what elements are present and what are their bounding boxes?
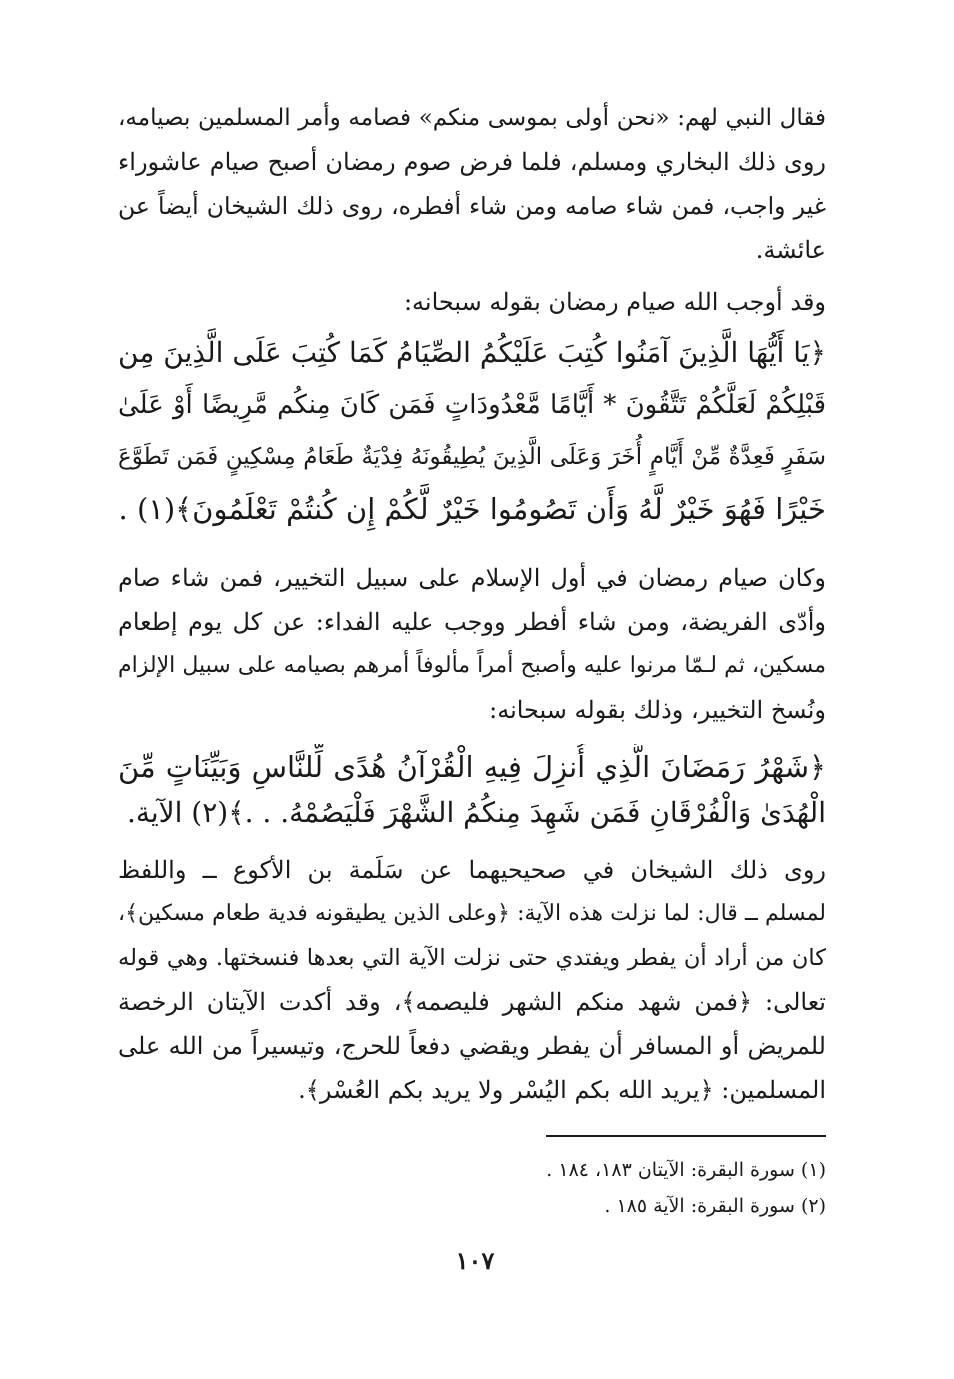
verse-line: خَيْرًا فَهُوَ خَيْرٌ لَّهُ وَأَن تَصُومُوا خَيْرٌ لَّكُمْ إِن كُنتُمْ تَعْلَمُونَ﴾(١) . <box>118 492 826 526</box>
text-line: وكان صيام رمضان في أول الإسلام على سبيل التخيير، فمن شاء صام <box>118 564 826 592</box>
text-line: تعالى: ﴿فمن شهد منكم الشهر فليصمه﴾، وقد أكدت الآيتان الرخصة <box>118 988 826 1016</box>
footnote-divider <box>546 1135 826 1137</box>
paragraph-choice <box>118 556 826 732</box>
footnote-2: (٢) سورة البقرة: الآية ١٨٥ . <box>604 1195 826 1217</box>
text-line: فقال النبي لهم: «نحن أولى بموسى منكم» فصامه وأمر المسلمين بصيامه، <box>118 105 826 131</box>
text-line: روى ذلك البخاري ومسلم، فلما فرض صوم رمضان أصبح صيام عاشوراء <box>118 148 826 176</box>
text-line: المسلمين: ﴿يريد الله بكم اليُسْر ولا يريد بكم العُسْر﴾. <box>298 1076 826 1104</box>
verse-line: قَبْلِكُمْ لَعَلَّكُمْ تَتَّقُونَ * أَيَّامًا مَّعْدُودَاتٍ فَمَن كَانَ مِنكُم مَّرِيضًا أَوْ عَلَىٰ <box>118 390 826 420</box>
text-line: للمريض أو المسافر أن يفطر ويقضي دفعاً للحرج، وتيسيراً من الله على <box>118 1032 826 1060</box>
text-line: ونُسخ التخيير، وذلك بقوله سبحانه: <box>489 696 826 724</box>
text-line: غير واجب، فمن شاء صامه ومن شاء أفطره، روى ذلك الشيخان أيضاً عن <box>118 192 826 220</box>
page-number: ١٠٧ <box>455 1246 495 1275</box>
verse-intro <box>118 282 826 322</box>
text-line: مسكين، ثم لـمّا مرنوا عليه وأصبح أمراً مألوفاً أمرهم بصيامه على سبيل الإلزام <box>118 653 826 678</box>
footnotes <box>520 1152 826 1224</box>
text-line: وقد أوجب الله صيام رمضان بقوله سبحانه: <box>403 288 826 316</box>
verse-line: ﴿يَا أَيُّهَا الَّذِينَ آمَنُوا كُتِبَ عَلَيْكُمُ الصِّيَامُ كَمَا كُتِبَ عَلَى الَّذِينَ مِن <box>118 336 826 369</box>
footnote-1: (١) سورة البقرة: الآيتان ١٨٣، ١٨٤ . <box>546 1159 826 1181</box>
text-line: وأدّى الفريضة، ومن شاء أفطر ووجب عليه الفداء: عن كل يوم إطعام <box>118 608 826 636</box>
quran-verse-block-1 <box>118 327 826 535</box>
text-line: عائشة. <box>755 236 826 264</box>
text-line: كان من أراد أن يفطر ويفتدي حتى نزلت الآية التي بعدها فنسختها. وهي قوله <box>118 945 826 971</box>
paragraph-ashura <box>118 96 826 272</box>
verse-line: الْهُدَىٰ وَالْفُرْقَانِ فَمَن شَهِدَ مِنكُمُ الشَّهْرَ فَلْيَصُمْهُ. . .﴾(٢) الآية. <box>126 796 826 829</box>
paragraph-narration <box>118 848 826 1112</box>
quran-verse-block-2 <box>118 744 826 836</box>
verse-line: ﴿شَهْرُ رَمَضَانَ الَّذِي أُنزِلَ فِيهِ الْقُرْآنُ هُدًى لِّلنَّاسِ وَبَيِّنَاتٍ مِّنَ <box>118 750 826 784</box>
text-line: لمسلم ــ قال: لما نزلت هذه الآية: ﴿وعلى الذين يطيقونه فدية طعام مسكين﴾، <box>118 901 826 926</box>
verse-line: سَفَرٍ فَعِدَّةٌ مِّنْ أَيَّامٍ أُخَرَ وَعَلَى الَّذِينَ يُطِيقُونَهُ فِدْيَةٌ طَعَامُ مِسْكِينٍ فَمَن تَطَوَّعَ <box>118 444 826 470</box>
text-line: روى ذلك الشيخان في صحيحيهما عن سَلَمة بن الأكوع ــ واللفظ <box>118 856 826 884</box>
